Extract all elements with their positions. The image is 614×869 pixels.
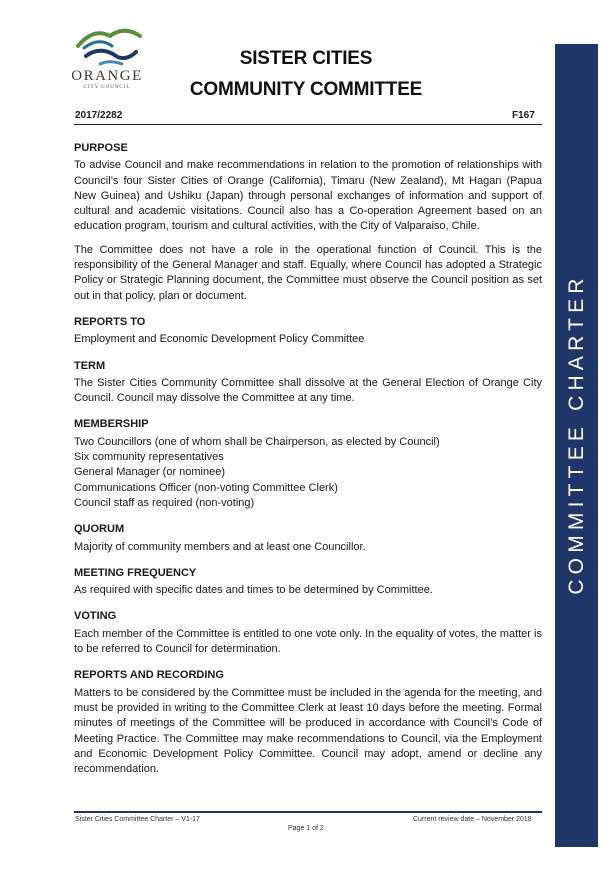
voting-section [74, 609, 542, 657]
membership-item: Two Councillors (one of whom shall be Chairperson, as elected by Council) [74, 435, 440, 448]
section-heading: VOTING [74, 610, 117, 623]
purpose-section [74, 141, 542, 304]
membership-item: Six community representatives [74, 451, 224, 464]
membership-item: Council staff as required (non-voting) [74, 496, 255, 509]
term-text: The Sister Cities Community Committee shall dissolve at the General Election of Orange City Council. Council may dissolve the Committee at any time. [74, 376, 542, 405]
reports-to-section [74, 315, 542, 348]
reports-recording-text: Matters to be considered by the Committee must be included in the agenda for the meeting, and must be provided in writing to the Committee Clerk at least 10 days before the meeting. Formal minutes of meetings of the Committee will be produced in accordance with Council’s Code of Meeting Practice. The Committee may make recommendations to Council, via the Employment and Economic Development Policy Committee. Council may adopt, amend or decline any recommendation. [74, 686, 542, 776]
footer-divider [74, 811, 542, 813]
quorum-section [74, 522, 542, 555]
section-heading: MEETING FREQUENCY [74, 566, 197, 579]
sidebar-label: COMMITTEE CHARTER [565, 273, 588, 595]
document-reference: 2017/2282 [75, 110, 123, 121]
section-heading: REPORTS TO [74, 315, 146, 328]
membership-item: General Manager (or nominee) [74, 466, 226, 479]
file-reference: F167 [512, 110, 535, 121]
section-heading: MEMBERSHIP [74, 418, 149, 431]
purpose-paragraph-2: The Committee does not have a role in the operational function of Council. This is the responsibility of the General Manager and staff. Equally, where Council has adopted a Strategic Policy or Strategic Planning document, the Committee must observe the Council position as set out in that policy, plan or document. [74, 243, 542, 302]
footer-document-name: Sister Cities Committee Charter – V1-17 [75, 816, 200, 823]
purpose-paragraph-1: To advise Council and make recommendations in relation to the promotion of relationships with Council’s four Sister Cities of Orange (California), Timaru (New Zealand), Mt Hagan (Papua New Guinea) and Ushiku (Japan) through personal exchanges of information and support of cultural and academic visitations. Council also has a Co-operation Agreement based on an education program, tourism and cultural activities, with the City of Valparaiso, Chile. [74, 159, 542, 233]
voting-text: Each member of the Committee is entitled to one vote only. In the equality of votes, the matter is to be referred to Council for determination. [74, 627, 542, 656]
logo-subtext: CITY COUNCIL [83, 85, 131, 90]
page-title-line2: COMMUNITY COMMITTEE [189, 79, 423, 100]
page-title-line1: SISTER CITIES [239, 48, 373, 69]
membership-section [74, 417, 542, 511]
membership-item: Communications Officer (non-voting Committee Clerk) [74, 481, 338, 494]
meeting-frequency-text: As required with specific dates and times to be determined by Committee. [74, 584, 433, 597]
section-heading: TERM [74, 359, 106, 372]
section-heading: PURPOSE [74, 142, 128, 154]
reports-to-text: Employment and Economic Development Policy Committee [74, 333, 365, 346]
header-divider [74, 124, 542, 125]
reports-recording-section [74, 668, 542, 777]
logo-wordmark: ORANGE [71, 68, 143, 84]
term-section [74, 359, 542, 407]
section-heading: REPORTS AND RECORDING [74, 669, 224, 682]
hills-river-icon [74, 26, 144, 70]
quorum-text: Majority of community members and at least one Councillor. [74, 540, 366, 553]
charter-content [74, 141, 542, 788]
page-number: Page 1 of 2 [288, 825, 324, 832]
footer-review-date: Current review date – November 2018 [413, 816, 532, 823]
meeting-frequency-section [74, 566, 542, 599]
orange-city-council-logo [70, 26, 148, 94]
section-heading: QUORUM [74, 523, 125, 536]
